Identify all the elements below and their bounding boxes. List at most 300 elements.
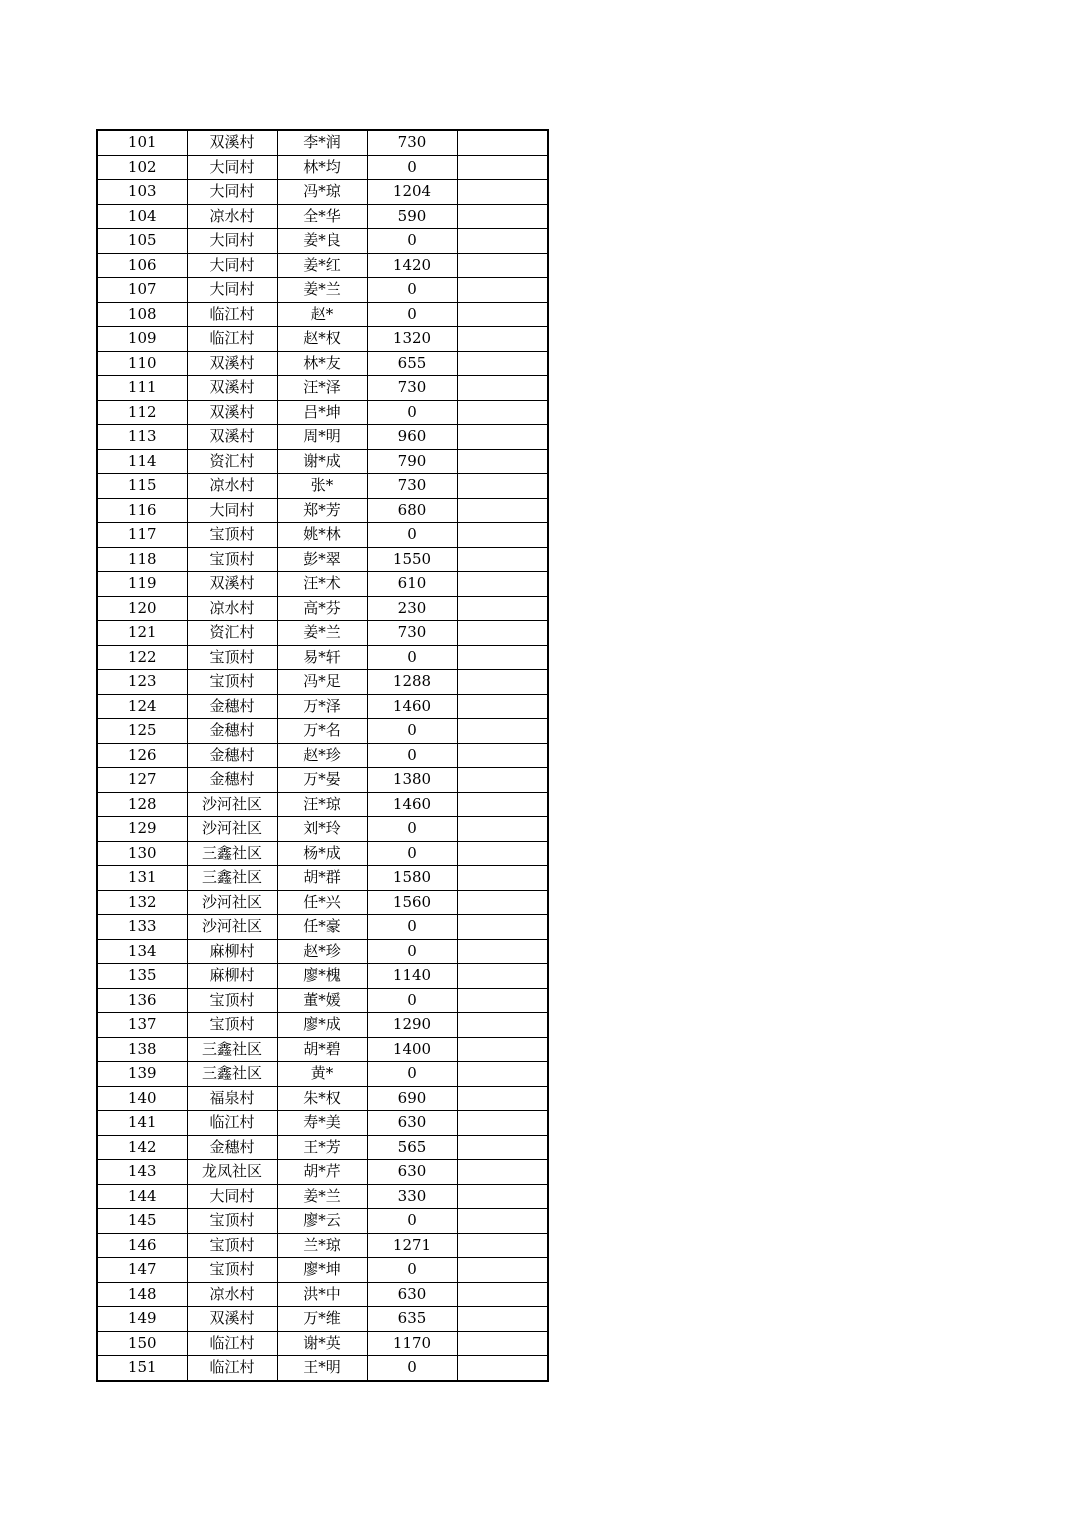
row-number-cell: 125 [97, 719, 187, 744]
table-row [97, 180, 548, 205]
village-cell: 宝顶村 [187, 988, 277, 1013]
note-cell [457, 253, 548, 278]
note-cell [457, 1331, 548, 1356]
table-row [97, 1160, 548, 1185]
table-row [97, 694, 548, 719]
name-cell: 万*名 [277, 719, 367, 744]
note-cell [457, 596, 548, 621]
table-row [97, 1111, 548, 1136]
table-row [97, 964, 548, 989]
note-cell [457, 1086, 548, 1111]
amount-cell: 635 [367, 1307, 457, 1332]
table-row [97, 204, 548, 229]
name-cell: 冯*琼 [277, 180, 367, 205]
note-cell [457, 890, 548, 915]
amount-cell: 0 [367, 1209, 457, 1234]
village-cell: 资汇村 [187, 449, 277, 474]
village-cell: 麻柳村 [187, 964, 277, 989]
table-row [97, 376, 548, 401]
note-cell [457, 425, 548, 450]
row-number-cell: 142 [97, 1135, 187, 1160]
table-row [97, 792, 548, 817]
table-row [97, 817, 548, 842]
row-number-cell: 138 [97, 1037, 187, 1062]
village-cell: 双溪村 [187, 130, 277, 155]
name-cell: 易*轩 [277, 645, 367, 670]
name-cell: 胡*群 [277, 866, 367, 891]
name-cell: 姜*兰 [277, 621, 367, 646]
note-cell [457, 621, 548, 646]
amount-cell: 330 [367, 1184, 457, 1209]
village-cell: 金穗村 [187, 1135, 277, 1160]
row-number-cell: 137 [97, 1013, 187, 1038]
name-cell: 廖*成 [277, 1013, 367, 1038]
name-cell: 任*兴 [277, 890, 367, 915]
note-cell [457, 278, 548, 303]
village-cell: 凉水村 [187, 1282, 277, 1307]
table-row [97, 572, 548, 597]
village-cell: 麻柳村 [187, 939, 277, 964]
note-cell [457, 547, 548, 572]
village-cell: 宝顶村 [187, 547, 277, 572]
note-cell [457, 204, 548, 229]
table-row [97, 351, 548, 376]
amount-cell: 630 [367, 1282, 457, 1307]
row-number-cell: 122 [97, 645, 187, 670]
village-cell: 资汇村 [187, 621, 277, 646]
row-number-cell: 110 [97, 351, 187, 376]
table-row [97, 474, 548, 499]
village-cell: 临江村 [187, 1111, 277, 1136]
name-cell: 全*华 [277, 204, 367, 229]
name-cell: 姚*林 [277, 523, 367, 548]
amount-cell: 630 [367, 1111, 457, 1136]
amount-cell: 1460 [367, 694, 457, 719]
village-cell: 沙河社区 [187, 817, 277, 842]
table-row [97, 1184, 548, 1209]
name-cell: 林*均 [277, 155, 367, 180]
row-number-cell: 113 [97, 425, 187, 450]
amount-cell: 610 [367, 572, 457, 597]
table-row [97, 596, 548, 621]
note-cell [457, 400, 548, 425]
note-cell [457, 449, 548, 474]
note-cell [457, 719, 548, 744]
row-number-cell: 136 [97, 988, 187, 1013]
note-cell [457, 376, 548, 401]
row-number-cell: 130 [97, 841, 187, 866]
row-number-cell: 132 [97, 890, 187, 915]
row-number-cell: 111 [97, 376, 187, 401]
amount-cell: 230 [367, 596, 457, 621]
note-cell [457, 498, 548, 523]
table-row [97, 1013, 548, 1038]
village-cell: 双溪村 [187, 351, 277, 376]
name-cell: 汪*术 [277, 572, 367, 597]
table-row [97, 645, 548, 670]
table-row [97, 449, 548, 474]
row-number-cell: 101 [97, 130, 187, 155]
name-cell: 姜*兰 [277, 1184, 367, 1209]
amount-cell: 655 [367, 351, 457, 376]
village-cell: 福泉村 [187, 1086, 277, 1111]
name-cell: 万*维 [277, 1307, 367, 1332]
row-number-cell: 148 [97, 1282, 187, 1307]
amount-cell: 730 [367, 474, 457, 499]
table-row [97, 1135, 548, 1160]
amount-cell: 1320 [367, 327, 457, 352]
note-cell [457, 1111, 548, 1136]
note-cell [457, 229, 548, 254]
note-cell [457, 130, 548, 155]
row-number-cell: 149 [97, 1307, 187, 1332]
amount-cell: 690 [367, 1086, 457, 1111]
row-number-cell: 102 [97, 155, 187, 180]
name-cell: 万*泽 [277, 694, 367, 719]
amount-cell: 1560 [367, 890, 457, 915]
note-cell [457, 1013, 548, 1038]
village-cell: 沙河社区 [187, 792, 277, 817]
note-cell [457, 817, 548, 842]
village-cell: 三鑫社区 [187, 1062, 277, 1087]
village-cell: 金穗村 [187, 694, 277, 719]
village-cell: 临江村 [187, 302, 277, 327]
name-cell: 周*明 [277, 425, 367, 450]
name-cell: 廖*坤 [277, 1258, 367, 1283]
row-number-cell: 151 [97, 1356, 187, 1381]
table-row [97, 400, 548, 425]
amount-cell: 1580 [367, 866, 457, 891]
table-row [97, 498, 548, 523]
village-cell: 大同村 [187, 253, 277, 278]
village-cell: 沙河社区 [187, 915, 277, 940]
village-cell: 龙凤社区 [187, 1160, 277, 1185]
row-number-cell: 145 [97, 1209, 187, 1234]
table-row [97, 302, 548, 327]
amount-cell: 565 [367, 1135, 457, 1160]
table-body [97, 130, 548, 1381]
table-row [97, 253, 548, 278]
amount-cell: 730 [367, 621, 457, 646]
table-row [97, 621, 548, 646]
note-cell [457, 1258, 548, 1283]
row-number-cell: 116 [97, 498, 187, 523]
note-cell [457, 964, 548, 989]
note-cell [457, 1356, 548, 1381]
table-row [97, 988, 548, 1013]
table-row [97, 523, 548, 548]
note-cell [457, 915, 548, 940]
table-row [97, 1258, 548, 1283]
table-row [97, 743, 548, 768]
row-number-cell: 128 [97, 792, 187, 817]
amount-cell: 1460 [367, 792, 457, 817]
amount-cell: 1204 [367, 180, 457, 205]
amount-cell: 630 [367, 1160, 457, 1185]
village-cell: 临江村 [187, 1356, 277, 1381]
row-number-cell: 108 [97, 302, 187, 327]
row-number-cell: 146 [97, 1233, 187, 1258]
name-cell: 彭*翠 [277, 547, 367, 572]
row-number-cell: 114 [97, 449, 187, 474]
name-cell: 刘*玲 [277, 817, 367, 842]
note-cell [457, 1160, 548, 1185]
table-row [97, 130, 548, 155]
row-number-cell: 150 [97, 1331, 187, 1356]
amount-cell: 0 [367, 988, 457, 1013]
name-cell: 谢*英 [277, 1331, 367, 1356]
note-cell [457, 1209, 548, 1234]
note-cell [457, 1062, 548, 1087]
name-cell: 寿*美 [277, 1111, 367, 1136]
village-cell: 宝顶村 [187, 523, 277, 548]
name-cell: 廖*云 [277, 1209, 367, 1234]
name-cell: 赵*珍 [277, 743, 367, 768]
row-number-cell: 140 [97, 1086, 187, 1111]
note-cell [457, 768, 548, 793]
village-cell: 双溪村 [187, 376, 277, 401]
table-row [97, 1062, 548, 1087]
name-cell: 赵*权 [277, 327, 367, 352]
name-cell: 兰*琼 [277, 1233, 367, 1258]
row-number-cell: 107 [97, 278, 187, 303]
village-cell: 宝顶村 [187, 1013, 277, 1038]
row-number-cell: 134 [97, 939, 187, 964]
table-row [97, 670, 548, 695]
note-cell [457, 988, 548, 1013]
amount-cell: 0 [367, 915, 457, 940]
amount-cell: 790 [367, 449, 457, 474]
village-cell: 大同村 [187, 155, 277, 180]
row-number-cell: 139 [97, 1062, 187, 1087]
amount-cell: 0 [367, 1062, 457, 1087]
village-cell: 三鑫社区 [187, 1037, 277, 1062]
row-number-cell: 103 [97, 180, 187, 205]
amount-cell: 0 [367, 1258, 457, 1283]
row-number-cell: 141 [97, 1111, 187, 1136]
name-cell: 汪*泽 [277, 376, 367, 401]
row-number-cell: 112 [97, 400, 187, 425]
name-cell: 王*芳 [277, 1135, 367, 1160]
village-cell: 凉水村 [187, 474, 277, 499]
name-cell: 赵*珍 [277, 939, 367, 964]
name-cell: 姜*兰 [277, 278, 367, 303]
name-cell: 万*晏 [277, 768, 367, 793]
table-row [97, 547, 548, 572]
village-cell: 临江村 [187, 1331, 277, 1356]
note-cell [457, 866, 548, 891]
table-row [97, 841, 548, 866]
table-row [97, 327, 548, 352]
amount-cell: 0 [367, 939, 457, 964]
table-row [97, 229, 548, 254]
row-number-cell: 129 [97, 817, 187, 842]
row-number-cell: 143 [97, 1160, 187, 1185]
note-cell [457, 792, 548, 817]
note-cell [457, 1307, 548, 1332]
amount-cell: 1140 [367, 964, 457, 989]
data-table [96, 129, 549, 1382]
note-cell [457, 1233, 548, 1258]
name-cell: 李*润 [277, 130, 367, 155]
village-cell: 大同村 [187, 278, 277, 303]
name-cell: 胡*碧 [277, 1037, 367, 1062]
row-number-cell: 109 [97, 327, 187, 352]
note-cell [457, 939, 548, 964]
row-number-cell: 120 [97, 596, 187, 621]
table-row [97, 1331, 548, 1356]
amount-cell: 1288 [367, 670, 457, 695]
table-row [97, 939, 548, 964]
amount-cell: 0 [367, 817, 457, 842]
note-cell [457, 351, 548, 376]
name-cell: 郑*芳 [277, 498, 367, 523]
table-row [97, 1356, 548, 1381]
amount-cell: 960 [367, 425, 457, 450]
table-row [97, 155, 548, 180]
note-cell [457, 694, 548, 719]
amount-cell: 0 [367, 645, 457, 670]
amount-cell: 1290 [367, 1013, 457, 1038]
table-row [97, 1209, 548, 1234]
village-cell: 金穗村 [187, 768, 277, 793]
name-cell: 黄* [277, 1062, 367, 1087]
note-cell [457, 1282, 548, 1307]
row-number-cell: 124 [97, 694, 187, 719]
amount-cell: 0 [367, 229, 457, 254]
village-cell: 宝顶村 [187, 1233, 277, 1258]
amount-cell: 0 [367, 155, 457, 180]
name-cell: 杨*成 [277, 841, 367, 866]
name-cell: 高*芬 [277, 596, 367, 621]
table-row [97, 890, 548, 915]
village-cell: 三鑫社区 [187, 841, 277, 866]
village-cell: 大同村 [187, 1184, 277, 1209]
name-cell: 林*友 [277, 351, 367, 376]
row-number-cell: 135 [97, 964, 187, 989]
table-row [97, 1282, 548, 1307]
row-number-cell: 115 [97, 474, 187, 499]
amount-cell: 0 [367, 719, 457, 744]
name-cell: 姜*良 [277, 229, 367, 254]
row-number-cell: 126 [97, 743, 187, 768]
village-cell: 凉水村 [187, 596, 277, 621]
village-cell: 大同村 [187, 498, 277, 523]
name-cell: 张* [277, 474, 367, 499]
amount-cell: 0 [367, 743, 457, 768]
name-cell: 汪*琼 [277, 792, 367, 817]
amount-cell: 0 [367, 400, 457, 425]
amount-cell: 730 [367, 130, 457, 155]
village-cell: 双溪村 [187, 425, 277, 450]
table-row [97, 1037, 548, 1062]
note-cell [457, 1184, 548, 1209]
name-cell: 董*媛 [277, 988, 367, 1013]
village-cell: 宝顶村 [187, 1209, 277, 1234]
note-cell [457, 841, 548, 866]
row-number-cell: 105 [97, 229, 187, 254]
amount-cell: 0 [367, 1356, 457, 1381]
name-cell: 谢*成 [277, 449, 367, 474]
village-cell: 三鑫社区 [187, 866, 277, 891]
note-cell [457, 474, 548, 499]
amount-cell: 1550 [367, 547, 457, 572]
row-number-cell: 119 [97, 572, 187, 597]
row-number-cell: 127 [97, 768, 187, 793]
name-cell: 吕*坤 [277, 400, 367, 425]
amount-cell: 590 [367, 204, 457, 229]
name-cell: 朱*权 [277, 1086, 367, 1111]
note-cell [457, 743, 548, 768]
note-cell [457, 155, 548, 180]
table-row [97, 1233, 548, 1258]
amount-cell: 1400 [367, 1037, 457, 1062]
note-cell [457, 327, 548, 352]
name-cell: 任*豪 [277, 915, 367, 940]
amount-cell: 0 [367, 278, 457, 303]
amount-cell: 0 [367, 302, 457, 327]
row-number-cell: 106 [97, 253, 187, 278]
amount-cell: 1380 [367, 768, 457, 793]
note-cell [457, 180, 548, 205]
amount-cell: 680 [367, 498, 457, 523]
village-cell: 双溪村 [187, 1307, 277, 1332]
village-cell: 临江村 [187, 327, 277, 352]
name-cell: 胡*芹 [277, 1160, 367, 1185]
table-row [97, 768, 548, 793]
row-number-cell: 117 [97, 523, 187, 548]
row-number-cell: 118 [97, 547, 187, 572]
village-cell: 凉水村 [187, 204, 277, 229]
note-cell [457, 523, 548, 548]
village-cell: 大同村 [187, 180, 277, 205]
table-row [97, 915, 548, 940]
village-cell: 大同村 [187, 229, 277, 254]
amount-cell: 1170 [367, 1331, 457, 1356]
amount-cell: 0 [367, 523, 457, 548]
table-row [97, 866, 548, 891]
village-cell: 宝顶村 [187, 645, 277, 670]
name-cell: 王*明 [277, 1356, 367, 1381]
name-cell: 姜*红 [277, 253, 367, 278]
name-cell: 赵* [277, 302, 367, 327]
table-row [97, 278, 548, 303]
village-cell: 宝顶村 [187, 670, 277, 695]
amount-cell: 1271 [367, 1233, 457, 1258]
row-number-cell: 104 [97, 204, 187, 229]
village-cell: 双溪村 [187, 400, 277, 425]
note-cell [457, 1037, 548, 1062]
note-cell [457, 302, 548, 327]
name-cell: 廖*槐 [277, 964, 367, 989]
row-number-cell: 121 [97, 621, 187, 646]
table-row [97, 425, 548, 450]
name-cell: 洪*中 [277, 1282, 367, 1307]
note-cell [457, 1135, 548, 1160]
village-cell: 双溪村 [187, 572, 277, 597]
table-row [97, 1307, 548, 1332]
row-number-cell: 131 [97, 866, 187, 891]
row-number-cell: 147 [97, 1258, 187, 1283]
name-cell: 冯*足 [277, 670, 367, 695]
table-row [97, 1086, 548, 1111]
table-row [97, 719, 548, 744]
note-cell [457, 645, 548, 670]
amount-cell: 730 [367, 376, 457, 401]
village-cell: 沙河社区 [187, 890, 277, 915]
row-number-cell: 123 [97, 670, 187, 695]
village-cell: 金穗村 [187, 719, 277, 744]
